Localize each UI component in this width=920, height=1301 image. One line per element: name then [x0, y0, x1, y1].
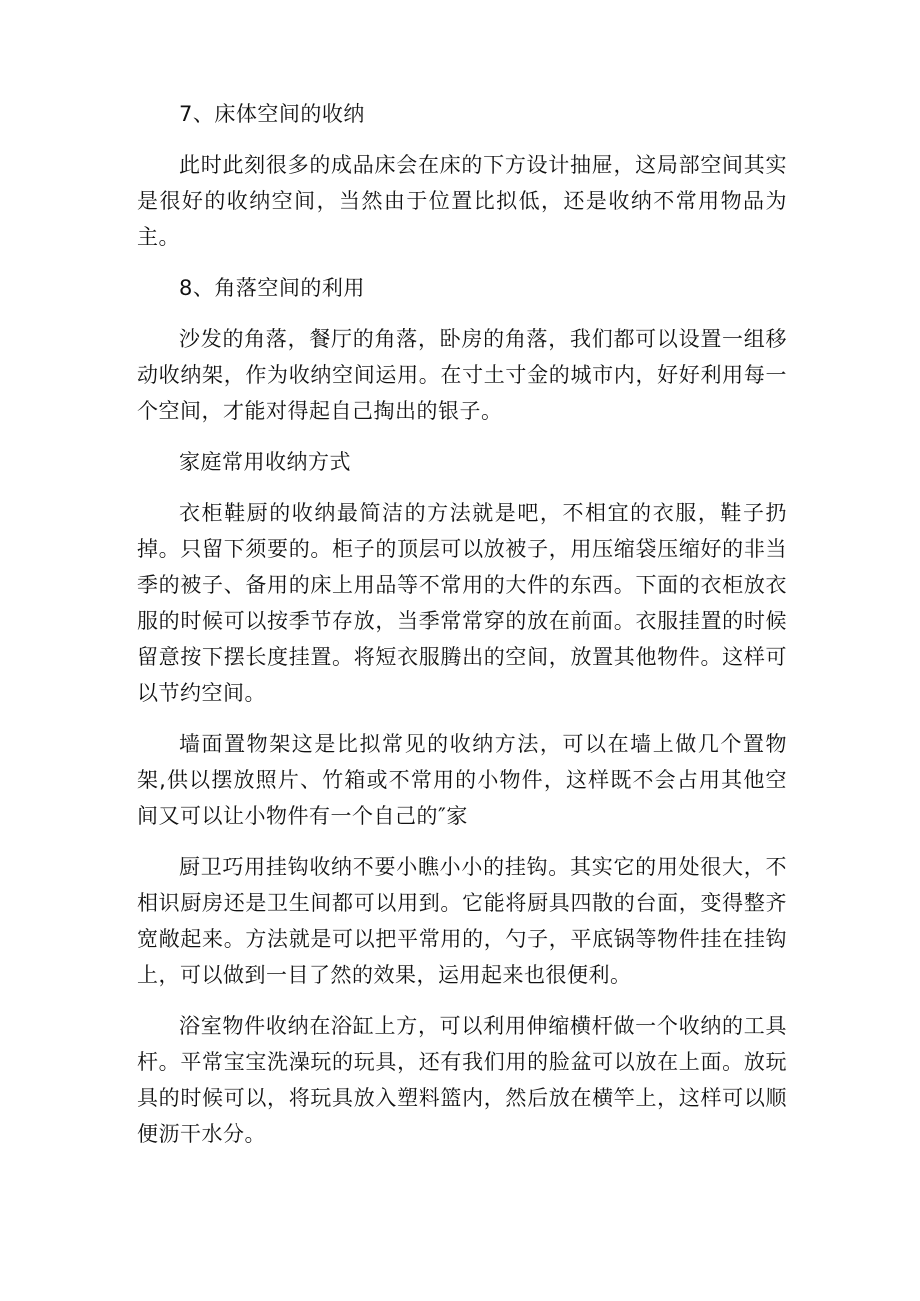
section-heading-home-storage-methods: 家庭常用收纳方式 — [179, 450, 351, 474]
paragraph-kitchen-hooks: 厨卫巧用挂钩收纳不要小瞧小小的挂钩。其实它的用处很大，不相识厨房还是卫生间都可以用到。它能将厨具四散的台面，变得整齐宽敞起来。方法就是可以把平常用的，勺子，平底锅等物件挂在挂钩上，可以做到一目了然的效果，运用起来也很便利。 — [137, 855, 787, 987]
section-heading-bed-storage: 7、床体空间的收纳 — [179, 102, 365, 126]
paragraph-wall-shelves: 墙面置物架这是比拟常见的收纳方法，可以在墙上做几个置物架,供以摆放照片、竹箱或不常用的小物件，这样既不会占用其他空间又可以让小物件有一个自己的″家 — [137, 732, 787, 828]
document-body — [137, 96, 787, 1167]
paragraph-corner-space: 沙发的角落，餐厅的角落，卧房的角落，我们都可以设置一组移动收纳架，作为收纳空间运用。在寸土寸金的城市内，好好利用每一个空间，才能对得起自己掏出的银子。 — [137, 327, 787, 423]
paragraph-bed-storage: 此时此刻很多的成品床会在床的下方设计抽屉，这局部空间其实是很好的收纳空间，当然由于位置比拟低，还是收纳不常用物品为主。 — [137, 153, 787, 249]
paragraph-wardrobe-storage: 衣柜鞋厨的收纳最简洁的方法就是吧，不相宜的衣服，鞋子扔掉。只留下须要的。柜子的顶层可以放被子，用压缩袋压缩好的非当季的被子、备用的床上用品等不常用的大件的东西。下面的衣柜放衣服的时候可以按季节存放，当季常常穿的放在前面。衣服挂置的时候留意按下摆长度挂置。将短衣服腾出的空间，放置其他物件。这样可以节约空间。 — [137, 501, 787, 705]
section-heading-corner-space: 8、角落空间的利用 — [179, 276, 365, 300]
paragraph-bathroom-storage: 浴室物件收纳在浴缸上方，可以利用伸缩横杆做一个收纳的工具杆。平常宝宝洗澡玩的玩具，还有我们用的脸盆可以放在上面。放玩具的时候可以，将玩具放入塑料篮内，然后放在横竿上，这样可以顺便沥干水分。 — [137, 1014, 787, 1146]
